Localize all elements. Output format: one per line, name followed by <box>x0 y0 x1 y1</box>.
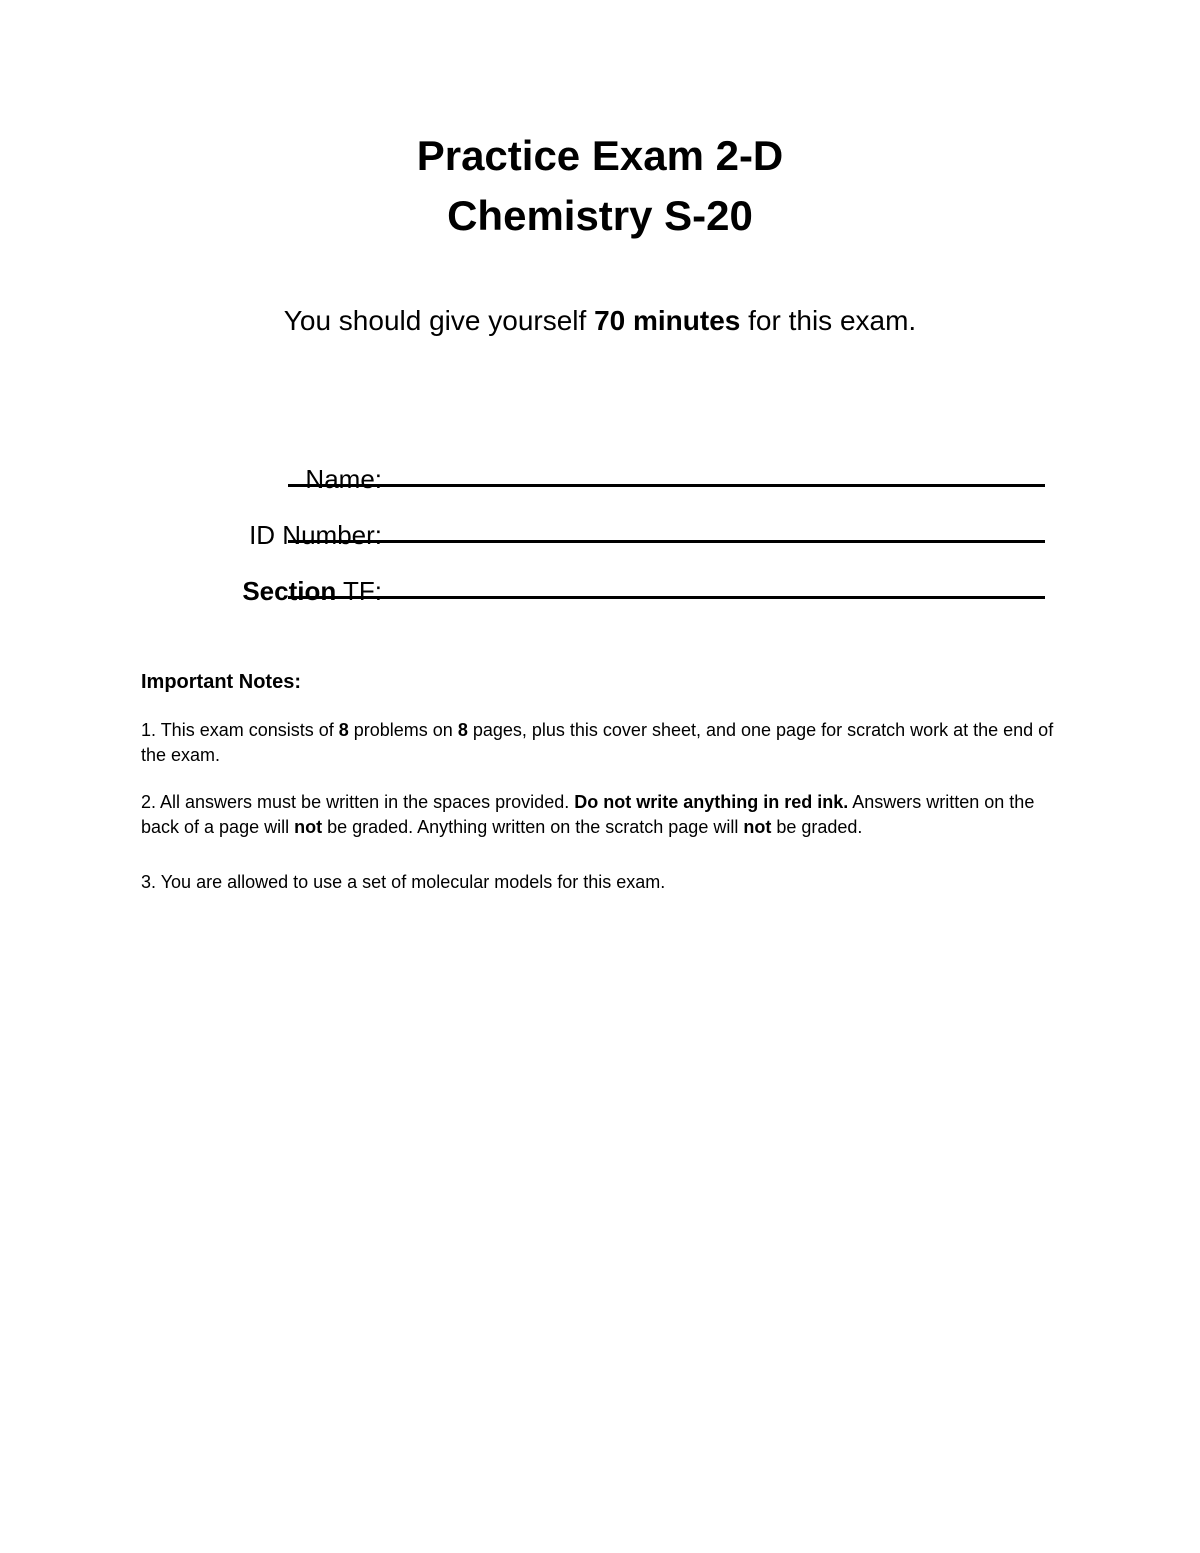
id-number-blank-line <box>288 540 1045 543</box>
section-label-rest: TF: <box>336 576 382 606</box>
name-blank-line <box>288 484 1045 487</box>
note1-text: 1. This exam consists of <box>141 720 339 740</box>
section-tf-field <box>100 574 1100 614</box>
note1-text: problems on <box>348 720 458 740</box>
name-field <box>100 462 1100 502</box>
red-ink-warning: Do not write anything in red ink. <box>574 792 849 812</box>
time-instruction-prefix: You should give yourself <box>283 305 595 336</box>
not-emphasis: not <box>743 817 772 837</box>
note2-text: 2. All answers must be written in the spaces provided. <box>141 792 575 812</box>
time-limit: 70 minutes <box>594 305 741 336</box>
note2-text: Answers written on the back of a page will <box>141 792 1035 837</box>
important-notes <box>141 670 1071 917</box>
time-instruction <box>0 304 1200 338</box>
page-count: 8 <box>457 720 468 740</box>
section-tf-blank-line <box>288 596 1045 599</box>
id-number-field <box>100 518 1100 558</box>
note2-text: be graded. <box>771 817 863 837</box>
problem-count: 8 <box>338 720 349 740</box>
note-item-1 <box>141 718 1071 768</box>
note-item-2 <box>141 790 1071 840</box>
id-number-label: ID Number: <box>249 520 382 550</box>
notes-heading: Important Notes: <box>141 671 301 693</box>
note-item-3: 3. You are allowed to use a set of molecular models for this exam. <box>141 872 666 892</box>
note1-text: pages, plus this cover sheet, and one page for scratch work at the end of the exam. <box>141 720 1054 765</box>
course-title: Chemistry S-20 <box>447 192 753 239</box>
time-instruction-suffix: for this exam. <box>740 305 917 336</box>
not-emphasis: not <box>294 817 323 837</box>
section-tf-label <box>242 574 382 608</box>
name-label: Name: <box>305 464 382 494</box>
exam-title: Practice Exam 2-D <box>416 132 784 179</box>
section-label-bold: Section <box>242 576 337 606</box>
note2-text: be graded. Anything written on the scratch page will <box>322 817 744 837</box>
